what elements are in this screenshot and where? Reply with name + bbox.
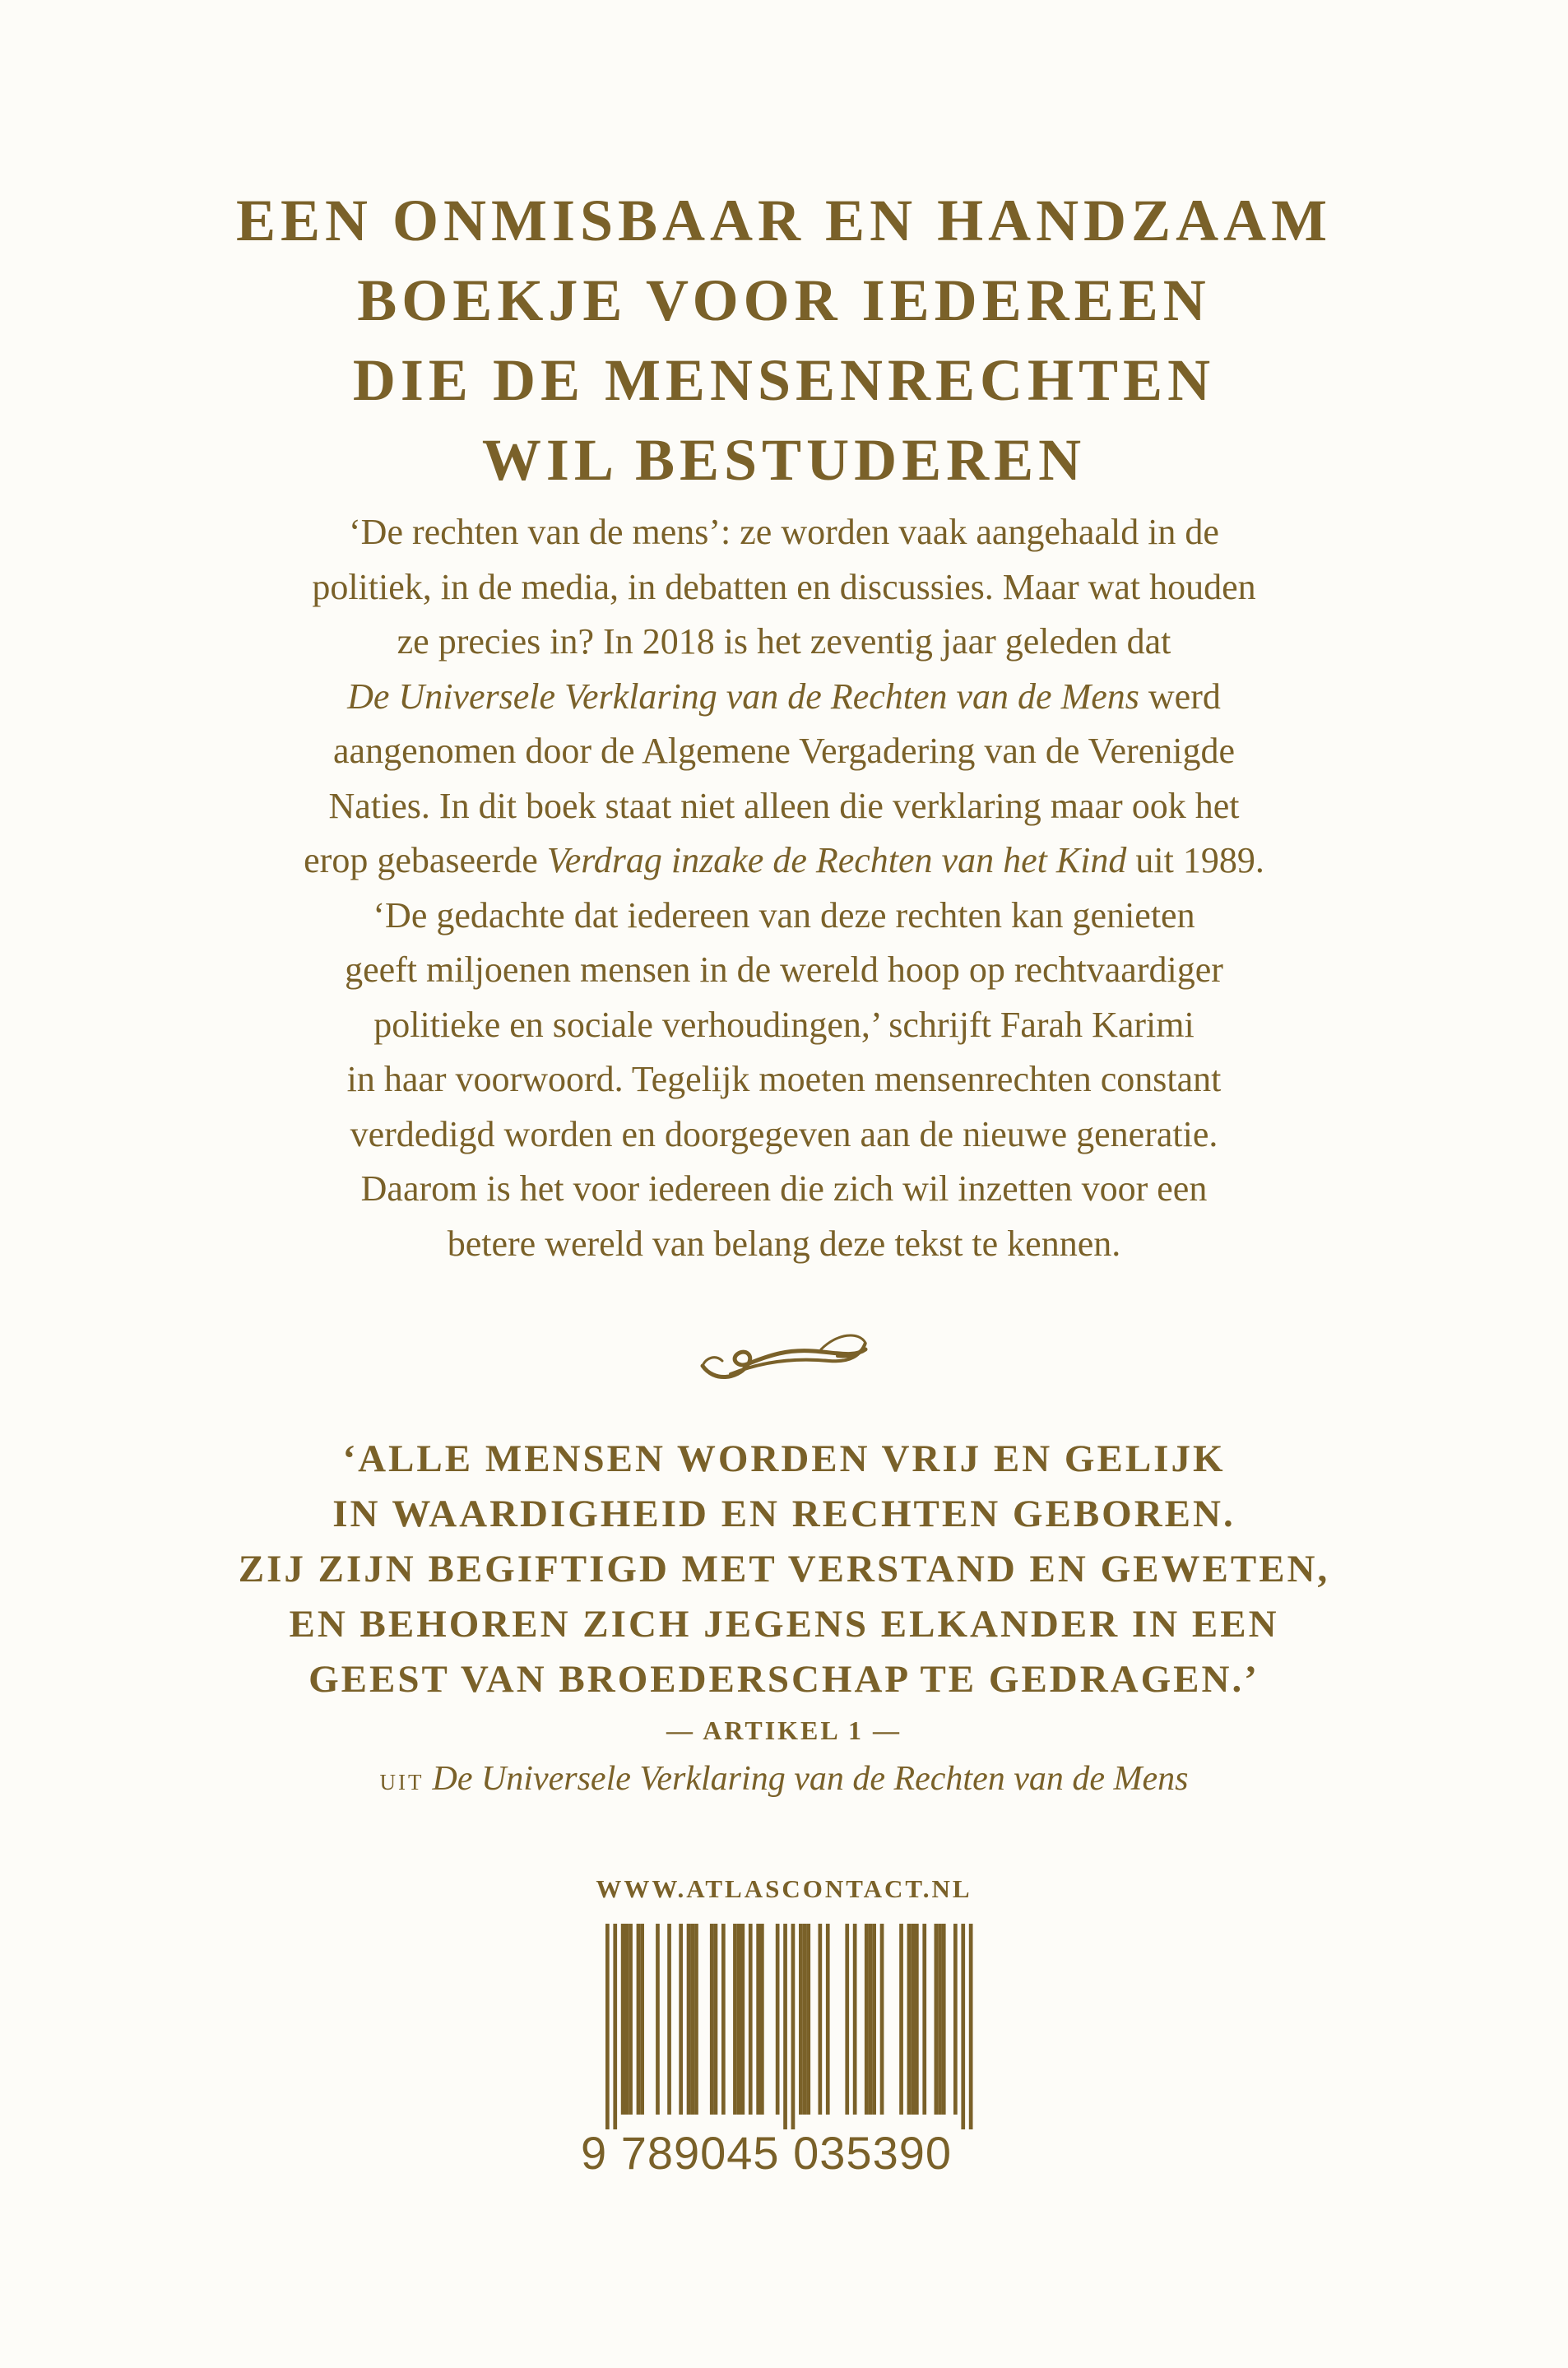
flourish-ornament-icon <box>698 1325 870 1391</box>
blurb-line: politiek, in de media, in debatten en discussies. Maar wat houden <box>312 566 1256 607</box>
barcode-digits: 9 789045 035390 <box>581 2127 952 2179</box>
barcode-bar <box>690 1924 694 2115</box>
barcode-bar <box>869 1924 873 2115</box>
barcode-bar <box>803 1924 807 2115</box>
article-quote <box>0 1432 1568 1707</box>
barcode-bar <box>922 1924 926 2115</box>
headline-line: BOEKJE VOOR IEDEREEN <box>357 267 1211 333</box>
blurb-line: Daarom is het voor iedereen die zich wil inzetten voor een <box>360 1168 1208 1209</box>
barcode-bar <box>749 1924 753 2115</box>
barcode-bar <box>737 1924 741 2115</box>
barcode-bar <box>872 1924 876 2115</box>
barcode-bar <box>911 1924 915 2115</box>
barcode-bar <box>853 1924 857 2115</box>
headline <box>0 181 1568 500</box>
barcode-bar <box>710 1924 714 2115</box>
barcode-bar <box>907 1924 912 2115</box>
blurb-fragment: uit 1989. <box>1126 840 1264 880</box>
barcode-bar <box>865 1924 869 2115</box>
headline-line: DIE DE MENSENRECHTEN <box>352 347 1216 413</box>
barcode-bar <box>721 1924 726 2115</box>
quote-line: ZIJ ZIJN BEGIFTIGD MET VERSTAND EN GEWETEN, <box>238 1548 1330 1590</box>
barcode-bar <box>969 1924 973 2129</box>
barcode-bar <box>640 1924 644 2115</box>
crc-title: Verdrag inzake de Rechten van het Kind <box>546 840 1127 880</box>
barcode-bar <box>942 1924 946 2115</box>
quote-line: GEEST VAN BROEDERSCHAP TE GEDRAGEN.’ <box>308 1658 1260 1701</box>
blurb-fragment: werd <box>1139 676 1221 717</box>
blurb-line: politieke en sociale verhoudingen,’ schrijft Farah Karimi <box>373 1004 1195 1045</box>
blurb-line: aangenomen door de Algemene Vergadering van de Verenigde <box>333 731 1235 771</box>
isbn-barcode <box>581 1924 986 2179</box>
barcode-bar <box>791 1924 796 2129</box>
barcode-bar <box>826 1924 830 2115</box>
barcode-bar <box>915 1924 919 2115</box>
barcode-bar <box>629 1924 633 2115</box>
blurb-line: Naties. In dit boek staat niet alleen die verklaring maar ook het <box>328 785 1240 826</box>
publisher-website: WWW.ATLASCONTACT.NL <box>596 1874 972 1903</box>
blurb-line: verdedigd worden en doorgegeven aan de nieuwe generatie. <box>350 1113 1218 1154</box>
barcode-bar <box>741 1924 745 2115</box>
barcode-bar <box>953 1924 958 2115</box>
headline-line: EEN ONMISBAAR EN HANDZAAM <box>235 188 1333 253</box>
barcode-bar <box>687 1924 691 2115</box>
blurb-line <box>0 833 1568 889</box>
barcode-bar <box>679 1924 683 2115</box>
barcode-bar <box>806 1924 810 2115</box>
quote-line: ‘ALLE MENSEN WORDEN VRIJ EN GELIJK <box>342 1437 1226 1480</box>
barcode-bar <box>605 1924 610 2129</box>
barcode-bars <box>581 1924 986 2129</box>
barcode-bar <box>935 1924 939 2115</box>
barcode-bar <box>714 1924 718 2115</box>
barcode-bar <box>938 1924 942 2115</box>
barcode-bar <box>656 1924 660 2115</box>
barcode-bar <box>961 1924 965 2129</box>
blurb-line <box>0 670 1568 725</box>
barcode-bar <box>756 1924 760 2115</box>
quote-source <box>0 1759 1568 1799</box>
quote-attribution: — ARTIKEL 1 — <box>666 1716 902 1745</box>
blurb-line: in haar voorwoord. Tegelijk moeten mensenrechten constant <box>346 1059 1222 1099</box>
barcode-bar <box>760 1924 764 2115</box>
blurb-line: ‘De rechten van de mens’: ze worden vaak aangehaald in de <box>349 512 1219 552</box>
barcode-bar <box>667 1924 671 2115</box>
source-prefix: UIT <box>379 1770 424 1795</box>
blurb-text <box>0 505 1568 1271</box>
barcode-bar <box>694 1924 698 2115</box>
barcode-bar <box>625 1924 629 2115</box>
barcode-bar <box>845 1924 849 2115</box>
barcode-bar <box>637 1924 641 2115</box>
barcode-bar <box>733 1924 737 2115</box>
blurb-line: ze precies in? In 2018 is het zeventig jaar geleden dat <box>397 621 1171 662</box>
barcode-bar <box>819 1924 823 2115</box>
barcode-bar <box>880 1924 884 2115</box>
barcode-bar <box>783 1924 787 2129</box>
udhr-title: De Universele Verklaring van de Rechten van de Mens <box>347 676 1139 717</box>
blurb-line: betere wereld van belang deze tekst te kennen. <box>447 1223 1121 1264</box>
headline-line: WIL BESTUDEREN <box>481 427 1087 493</box>
blurb-line: ‘De gedachte dat iedereen van deze rechten kan genieten <box>373 894 1195 936</box>
blurb-fragment: erop gebaseerde <box>304 840 547 880</box>
barcode-bar <box>613 1924 617 2129</box>
blurb-line: geeft miljoenen mensen in de wereld hoop op rechtvaardiger <box>345 950 1223 990</box>
source-title: De Universele Verklaring van de Rechten van de Mens <box>432 1760 1189 1798</box>
quote-line: IN WAARDIGHEID EN RECHTEN GEBOREN. <box>332 1493 1236 1535</box>
barcode-bar <box>799 1924 803 2115</box>
quote-line: EN BEHOREN ZICH JEGENS ELKANDER IN EEN <box>289 1603 1279 1646</box>
barcode-bar <box>621 1924 625 2115</box>
barcode-bar <box>776 1924 780 2115</box>
barcode-bar <box>899 1924 903 2115</box>
